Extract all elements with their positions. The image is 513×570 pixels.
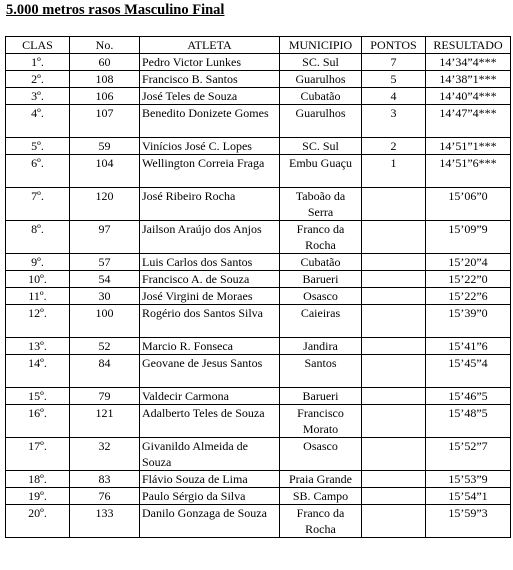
cell-atleta: Rogério dos Santos Silva (140, 305, 280, 338)
cell-resultado: 15’41”6 (426, 338, 511, 355)
cell-municipio: Taboão da Serra (280, 188, 362, 221)
cell-pontos: 2 (362, 138, 426, 155)
cell-resultado: 14’40”4*** (426, 88, 511, 105)
table-header-row (6, 37, 511, 54)
table-row (6, 155, 511, 188)
cell-atleta: José Teles de Souza (140, 88, 280, 105)
table-row (6, 288, 511, 305)
cell-atleta: Francisco B. Santos (140, 71, 280, 88)
cell-no: 97 (70, 221, 140, 254)
table-row (6, 138, 511, 155)
cell-clas: 18º. (6, 471, 70, 488)
cell-resultado: 14’34”4*** (426, 54, 511, 71)
cell-resultado: 15’46”5 (426, 388, 511, 405)
header-no: No. (70, 37, 140, 54)
cell-atleta: Paulo Sérgio da Silva (140, 488, 280, 505)
cell-no: 133 (70, 505, 140, 538)
cell-atleta: Pedro Victor Lunkes (140, 54, 280, 71)
header-pontos: PONTOS (362, 37, 426, 54)
cell-no: 59 (70, 138, 140, 155)
cell-clas: 2º. (6, 71, 70, 88)
cell-clas: 14º. (6, 355, 70, 388)
cell-atleta: Wellington Correia Fraga (140, 155, 280, 188)
cell-atleta: Danilo Gonzaga de Souza (140, 505, 280, 538)
table-row (6, 505, 511, 538)
cell-clas: 19º. (6, 488, 70, 505)
table-row (6, 188, 511, 221)
cell-clas: 12º. (6, 305, 70, 338)
cell-municipio: SB. Campo (280, 488, 362, 505)
cell-resultado: 15’20”4 (426, 254, 511, 271)
cell-pontos (362, 405, 426, 438)
cell-no: 52 (70, 338, 140, 355)
table-row (6, 221, 511, 254)
table-row (6, 355, 511, 388)
cell-atleta: Geovane de Jesus Santos (140, 355, 280, 388)
cell-no: 30 (70, 288, 140, 305)
cell-pontos (362, 488, 426, 505)
cell-no: 108 (70, 71, 140, 88)
cell-municipio: Guarulhos (280, 71, 362, 88)
cell-pontos (362, 471, 426, 488)
cell-no: 60 (70, 54, 140, 71)
cell-pontos (362, 221, 426, 254)
cell-municipio: Guarulhos (280, 105, 362, 138)
cell-atleta: José Ribeiro Rocha (140, 188, 280, 221)
cell-atleta: Vinícios José C. Lopes (140, 138, 280, 155)
cell-municipio: Caieiras (280, 305, 362, 338)
cell-no: 104 (70, 155, 140, 188)
cell-clas: 15º. (6, 388, 70, 405)
cell-clas: 16º. (6, 405, 70, 438)
cell-pontos: 4 (362, 88, 426, 105)
cell-pontos (362, 188, 426, 221)
cell-municipio: Cubatão (280, 88, 362, 105)
cell-no: 54 (70, 271, 140, 288)
cell-atleta: Valdecir Carmona (140, 388, 280, 405)
cell-clas: 13º. (6, 338, 70, 355)
page-title: 5.000 metros rasos Masculino Final (6, 2, 225, 18)
cell-clas: 8º. (6, 221, 70, 254)
table-row (6, 388, 511, 405)
table-row (6, 471, 511, 488)
cell-clas: 9º. (6, 254, 70, 271)
cell-no: 32 (70, 438, 140, 471)
cell-pontos: 3 (362, 105, 426, 138)
cell-municipio: Franco da Rocha (280, 505, 362, 538)
cell-atleta: Adalberto Teles de Souza (140, 405, 280, 438)
cell-pontos: 1 (362, 155, 426, 188)
table-row (6, 71, 511, 88)
cell-atleta: Marcio R. Fonseca (140, 338, 280, 355)
cell-pontos (362, 505, 426, 538)
cell-pontos: 7 (362, 54, 426, 71)
cell-no: 121 (70, 405, 140, 438)
cell-municipio: Franco da Rocha (280, 221, 362, 254)
cell-no: 107 (70, 105, 140, 138)
cell-resultado: 15’22”0 (426, 271, 511, 288)
table-row (6, 254, 511, 271)
cell-resultado: 14’47”4*** (426, 105, 511, 138)
cell-resultado: 15’22”6 (426, 288, 511, 305)
cell-pontos (362, 388, 426, 405)
cell-pontos: 5 (362, 71, 426, 88)
cell-atleta: Francisco A. de Souza (140, 271, 280, 288)
cell-pontos (362, 288, 426, 305)
cell-pontos (362, 438, 426, 471)
cell-pontos (362, 338, 426, 355)
cell-resultado: 15’45”4 (426, 355, 511, 388)
results-table (5, 36, 511, 538)
cell-no: 79 (70, 388, 140, 405)
cell-municipio: Osasco (280, 438, 362, 471)
cell-resultado: 15’48”5 (426, 405, 511, 438)
table-row (6, 405, 511, 438)
cell-pontos (362, 254, 426, 271)
table-row (6, 488, 511, 505)
table-row (6, 438, 511, 471)
cell-municipio: Jandira (280, 338, 362, 355)
cell-resultado: 15’54”1 (426, 488, 511, 505)
cell-atleta: José Virgini de Moraes (140, 288, 280, 305)
cell-resultado: 15’06”0 (426, 188, 511, 221)
header-resultado: RESULTADO (426, 37, 511, 54)
cell-atleta: Flávio Souza de Lima (140, 471, 280, 488)
cell-municipio: SC. Sul (280, 138, 362, 155)
cell-pontos (362, 355, 426, 388)
cell-pontos (362, 305, 426, 338)
cell-clas: 3º. (6, 88, 70, 105)
cell-resultado: 15’59”3 (426, 505, 511, 538)
cell-no: 76 (70, 488, 140, 505)
cell-no: 120 (70, 188, 140, 221)
table-row (6, 338, 511, 355)
cell-no: 83 (70, 471, 140, 488)
cell-no: 100 (70, 305, 140, 338)
cell-resultado: 14’38”1*** (426, 71, 511, 88)
cell-clas: 17º. (6, 438, 70, 471)
cell-no: 106 (70, 88, 140, 105)
cell-clas: 4º. (6, 105, 70, 138)
header-atleta: ATLETA (140, 37, 280, 54)
header-clas: CLAS (6, 37, 70, 54)
cell-municipio: Francisco Morato (280, 405, 362, 438)
table-row (6, 305, 511, 338)
cell-resultado: 15’53”9 (426, 471, 511, 488)
cell-atleta: Luis Carlos dos Santos (140, 254, 280, 271)
cell-municipio: Praia Grande (280, 471, 362, 488)
cell-municipio: Barueri (280, 271, 362, 288)
cell-clas: 7º. (6, 188, 70, 221)
cell-clas: 5º. (6, 138, 70, 155)
cell-atleta: Givanildo Almeida de Souza (140, 438, 280, 471)
cell-resultado: 15’09”9 (426, 221, 511, 254)
cell-resultado: 15’52”7 (426, 438, 511, 471)
cell-no: 84 (70, 355, 140, 388)
table-row (6, 88, 511, 105)
cell-pontos (362, 271, 426, 288)
cell-clas: 1º. (6, 54, 70, 71)
cell-clas: 11º. (6, 288, 70, 305)
table-row (6, 54, 511, 71)
cell-municipio: Embu Guaçu (280, 155, 362, 188)
cell-resultado: 14’51”1*** (426, 138, 511, 155)
cell-no: 57 (70, 254, 140, 271)
header-municipio: MUNICIPIO (280, 37, 362, 54)
cell-resultado: 14’51”6*** (426, 155, 511, 188)
results-body (6, 54, 511, 538)
table-row (6, 105, 511, 138)
cell-municipio: Osasco (280, 288, 362, 305)
table-row (6, 271, 511, 288)
cell-clas: 6º. (6, 155, 70, 188)
cell-atleta: Benedito Donizete Gomes (140, 105, 280, 138)
cell-resultado: 15’39”0 (426, 305, 511, 338)
cell-clas: 20º. (6, 505, 70, 538)
cell-municipio: SC. Sul (280, 54, 362, 71)
cell-municipio: Santos (280, 355, 362, 388)
cell-municipio: Cubatão (280, 254, 362, 271)
cell-clas: 10º. (6, 271, 70, 288)
cell-atleta: Jailson Araújo dos Anjos (140, 221, 280, 254)
cell-municipio: Barueri (280, 388, 362, 405)
